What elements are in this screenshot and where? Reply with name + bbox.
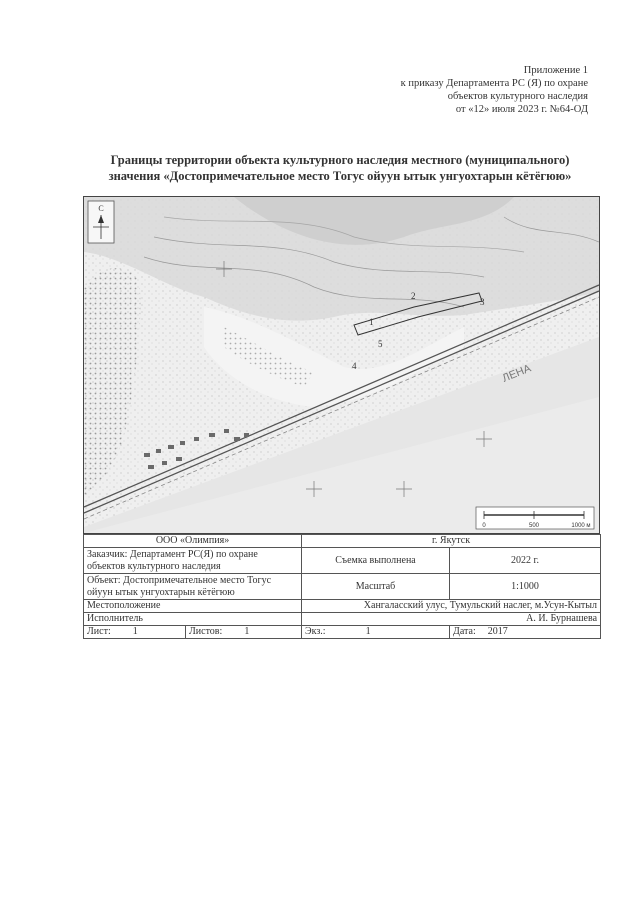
- point-label-5: 5: [378, 339, 383, 349]
- company-name: ООО «Олимпия»: [84, 535, 302, 548]
- topographic-map: [83, 196, 600, 534]
- sheets-label: Листов:: [189, 626, 223, 637]
- copy-cell: [302, 626, 450, 639]
- title-block: [83, 534, 601, 639]
- survey-year: 2022 г.: [450, 548, 601, 574]
- map-drawing: [84, 197, 599, 533]
- copy-value: 1: [365, 626, 371, 637]
- point-label-3: 3: [480, 297, 485, 307]
- sheet-label: Лист:: [87, 626, 111, 637]
- stamp-row-sheets: [84, 626, 601, 639]
- scale-value: 1:1000: [450, 574, 601, 600]
- stamp-row-executor: [84, 613, 601, 626]
- north-label: С: [98, 204, 104, 213]
- location-label: Местоположение: [84, 600, 302, 613]
- title-line-1: Границы территории объекта культурного наследия местного (муниципального): [110, 153, 570, 167]
- stamp-row-customer: [84, 548, 601, 574]
- title-line-2: значения «Достопримечательное место Тогус ойуун ытык унгуохтарын кётёгюю»: [108, 169, 572, 183]
- copy-label: Экз.:: [305, 626, 326, 637]
- scale-bar: [476, 507, 594, 529]
- appendix-line-2: к приказу Департамента РС (Я) по охране: [400, 78, 588, 89]
- north-arrow: [88, 201, 114, 243]
- survey-label: Съемка выполнена: [302, 548, 450, 574]
- appendix-header: [401, 64, 588, 116]
- stamp-row-location: [84, 600, 601, 613]
- point-label-4: 4: [352, 361, 357, 371]
- city-name: г. Якутск: [302, 535, 601, 548]
- executor-value: А. И. Бурнашева: [302, 613, 601, 626]
- point-label-2: 2: [411, 291, 416, 301]
- document-title: [60, 152, 620, 184]
- customer: Заказчик: Департамент РС(Я) по охране объектов культурного наследия: [84, 548, 302, 574]
- stamp-row-company: [84, 535, 601, 548]
- appendix-line-4: от «12» июля 2023 г. №64-ОД: [455, 104, 588, 115]
- stamp-row-object: [84, 574, 601, 600]
- appendix-line-3: объектов культурного наследия: [447, 91, 588, 102]
- scale-tick-500: 500: [528, 523, 540, 529]
- point-label-1: 1: [369, 317, 374, 327]
- scale-tick-0: 0: [482, 523, 486, 529]
- location-value: Хангаласский улус, Тумульский наслег, м.Усун-Кытыл: [302, 600, 601, 613]
- date-cell: [450, 626, 601, 639]
- river-label: ЛЕНА: [500, 362, 533, 385]
- executor-label: Исполнитель: [84, 613, 302, 626]
- sheet-value: 1: [132, 626, 138, 637]
- sheet-cell: [84, 626, 186, 639]
- sheets-value: 1: [244, 626, 250, 637]
- appendix-line-1: Приложение 1: [523, 65, 588, 76]
- sheets-cell: [186, 626, 302, 639]
- date-value: 2017: [487, 626, 508, 637]
- scale-tick-1000: 1000 м: [571, 523, 591, 529]
- scale-label: Масштаб: [302, 574, 450, 600]
- object-name: Объект: Достопримечательное место Тогус ойуун ытык унгуохтарын кётёгюю: [84, 574, 302, 600]
- date-label: Дата:: [453, 626, 476, 637]
